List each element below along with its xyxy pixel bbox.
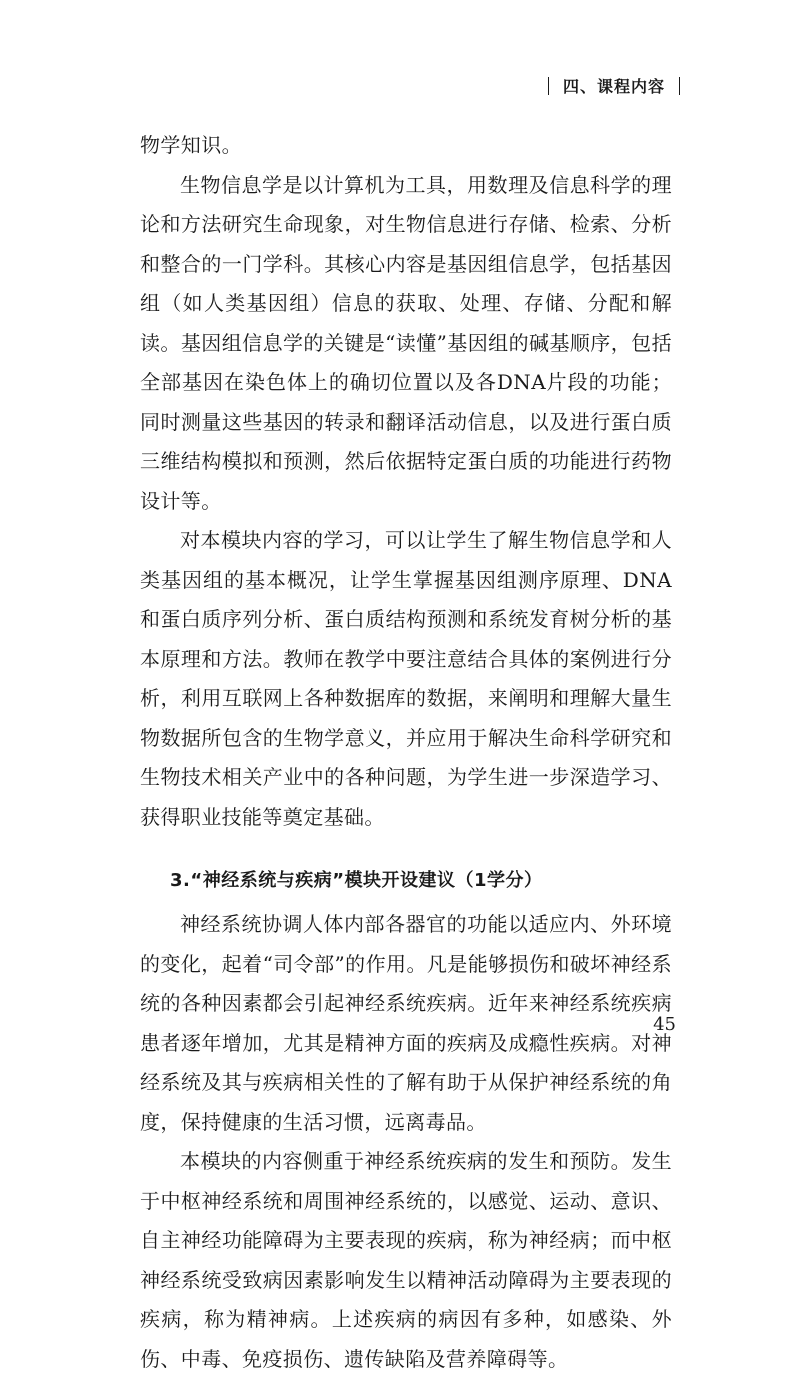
running-header (548, 74, 680, 97)
paragraph-nervous-system-role: 神经系统协调人体内部各器官的功能以适应内、外环境的变化，起着“司令部”的作用。凡是能够损伤和破坏神经系统的各种因素都会引起神经系统疾病。近年来神经系统疾病患者逐年增加，尤其是精神方面的疾病及成瘾性疾病。对神经系统及其与疾病相关性的了解有助于从保护神经系统的角度，保持健康的生活习惯，远离毒品。 (140, 912, 672, 1134)
header-section-title: 四、课程内容 (562, 77, 665, 96)
page-body (140, 126, 672, 1379)
header-left-rule (548, 77, 549, 95)
section-heading: 3.“神经系统与疾病”模块开设建议（1学分） (170, 870, 543, 891)
page-number: 45 (653, 1014, 676, 1035)
paragraph-module-focus: 本模块的内容侧重于神经系统疾病的发生和预防。发生于中枢神经系统和周围神经系统的，以感觉、运动、意识、自主神经功能障碍为主要表现的疾病，称为神经病；而中枢神经系统受致病因素影响发生以精神活动障碍为主要表现的疾病，称为精神病。上述疾病的病因有多种，如感染、外伤、中毒、免疫损伤、遗传缺陷及营养障碍等。 (140, 1149, 672, 1371)
continued-text: 物学知识。 (140, 133, 242, 157)
paragraph-module-learning: 对本模块内容的学习，可以让学生了解生物信息学和人类基因组的基本概况，让学生掌握基因组测序原理、DNA和蛋白质序列分析、蛋白质结构预测和系统发育树分析的基本原理和方法。教师在教学中要注意结合具体的案例进行分析，利用互联网上各种数据库的数据，来阐明和理解大量生物数据所包含的生物学意义，并应用于解决生命科学研究和生物技术相关产业中的各种问题，为学生进一步深造学习、获得职业技能等奠定基础。 (140, 528, 672, 829)
paragraph-bioinformatics-definition: 生物信息学是以计算机为工具，用数理及信息科学的理论和方法研究生命现象，对生物信息进行存储、检索、分析和整合的一门学科。其核心内容是基因组信息学，包括基因组（如人类基因组）信息的获取、处理、存储、分配和解读。基因组信息学的关键是“读懂”基因组的碱基顺序，包括全部基因在染色体上的确切位置以及各DNA片段的功能；同时测量这些基因的转录和翻译活动信息，以及进行蛋白质三维结构模拟和预测，然后依据特定蛋白质的功能进行药物设计等。 (140, 172, 672, 513)
header-right-rule (679, 77, 680, 95)
